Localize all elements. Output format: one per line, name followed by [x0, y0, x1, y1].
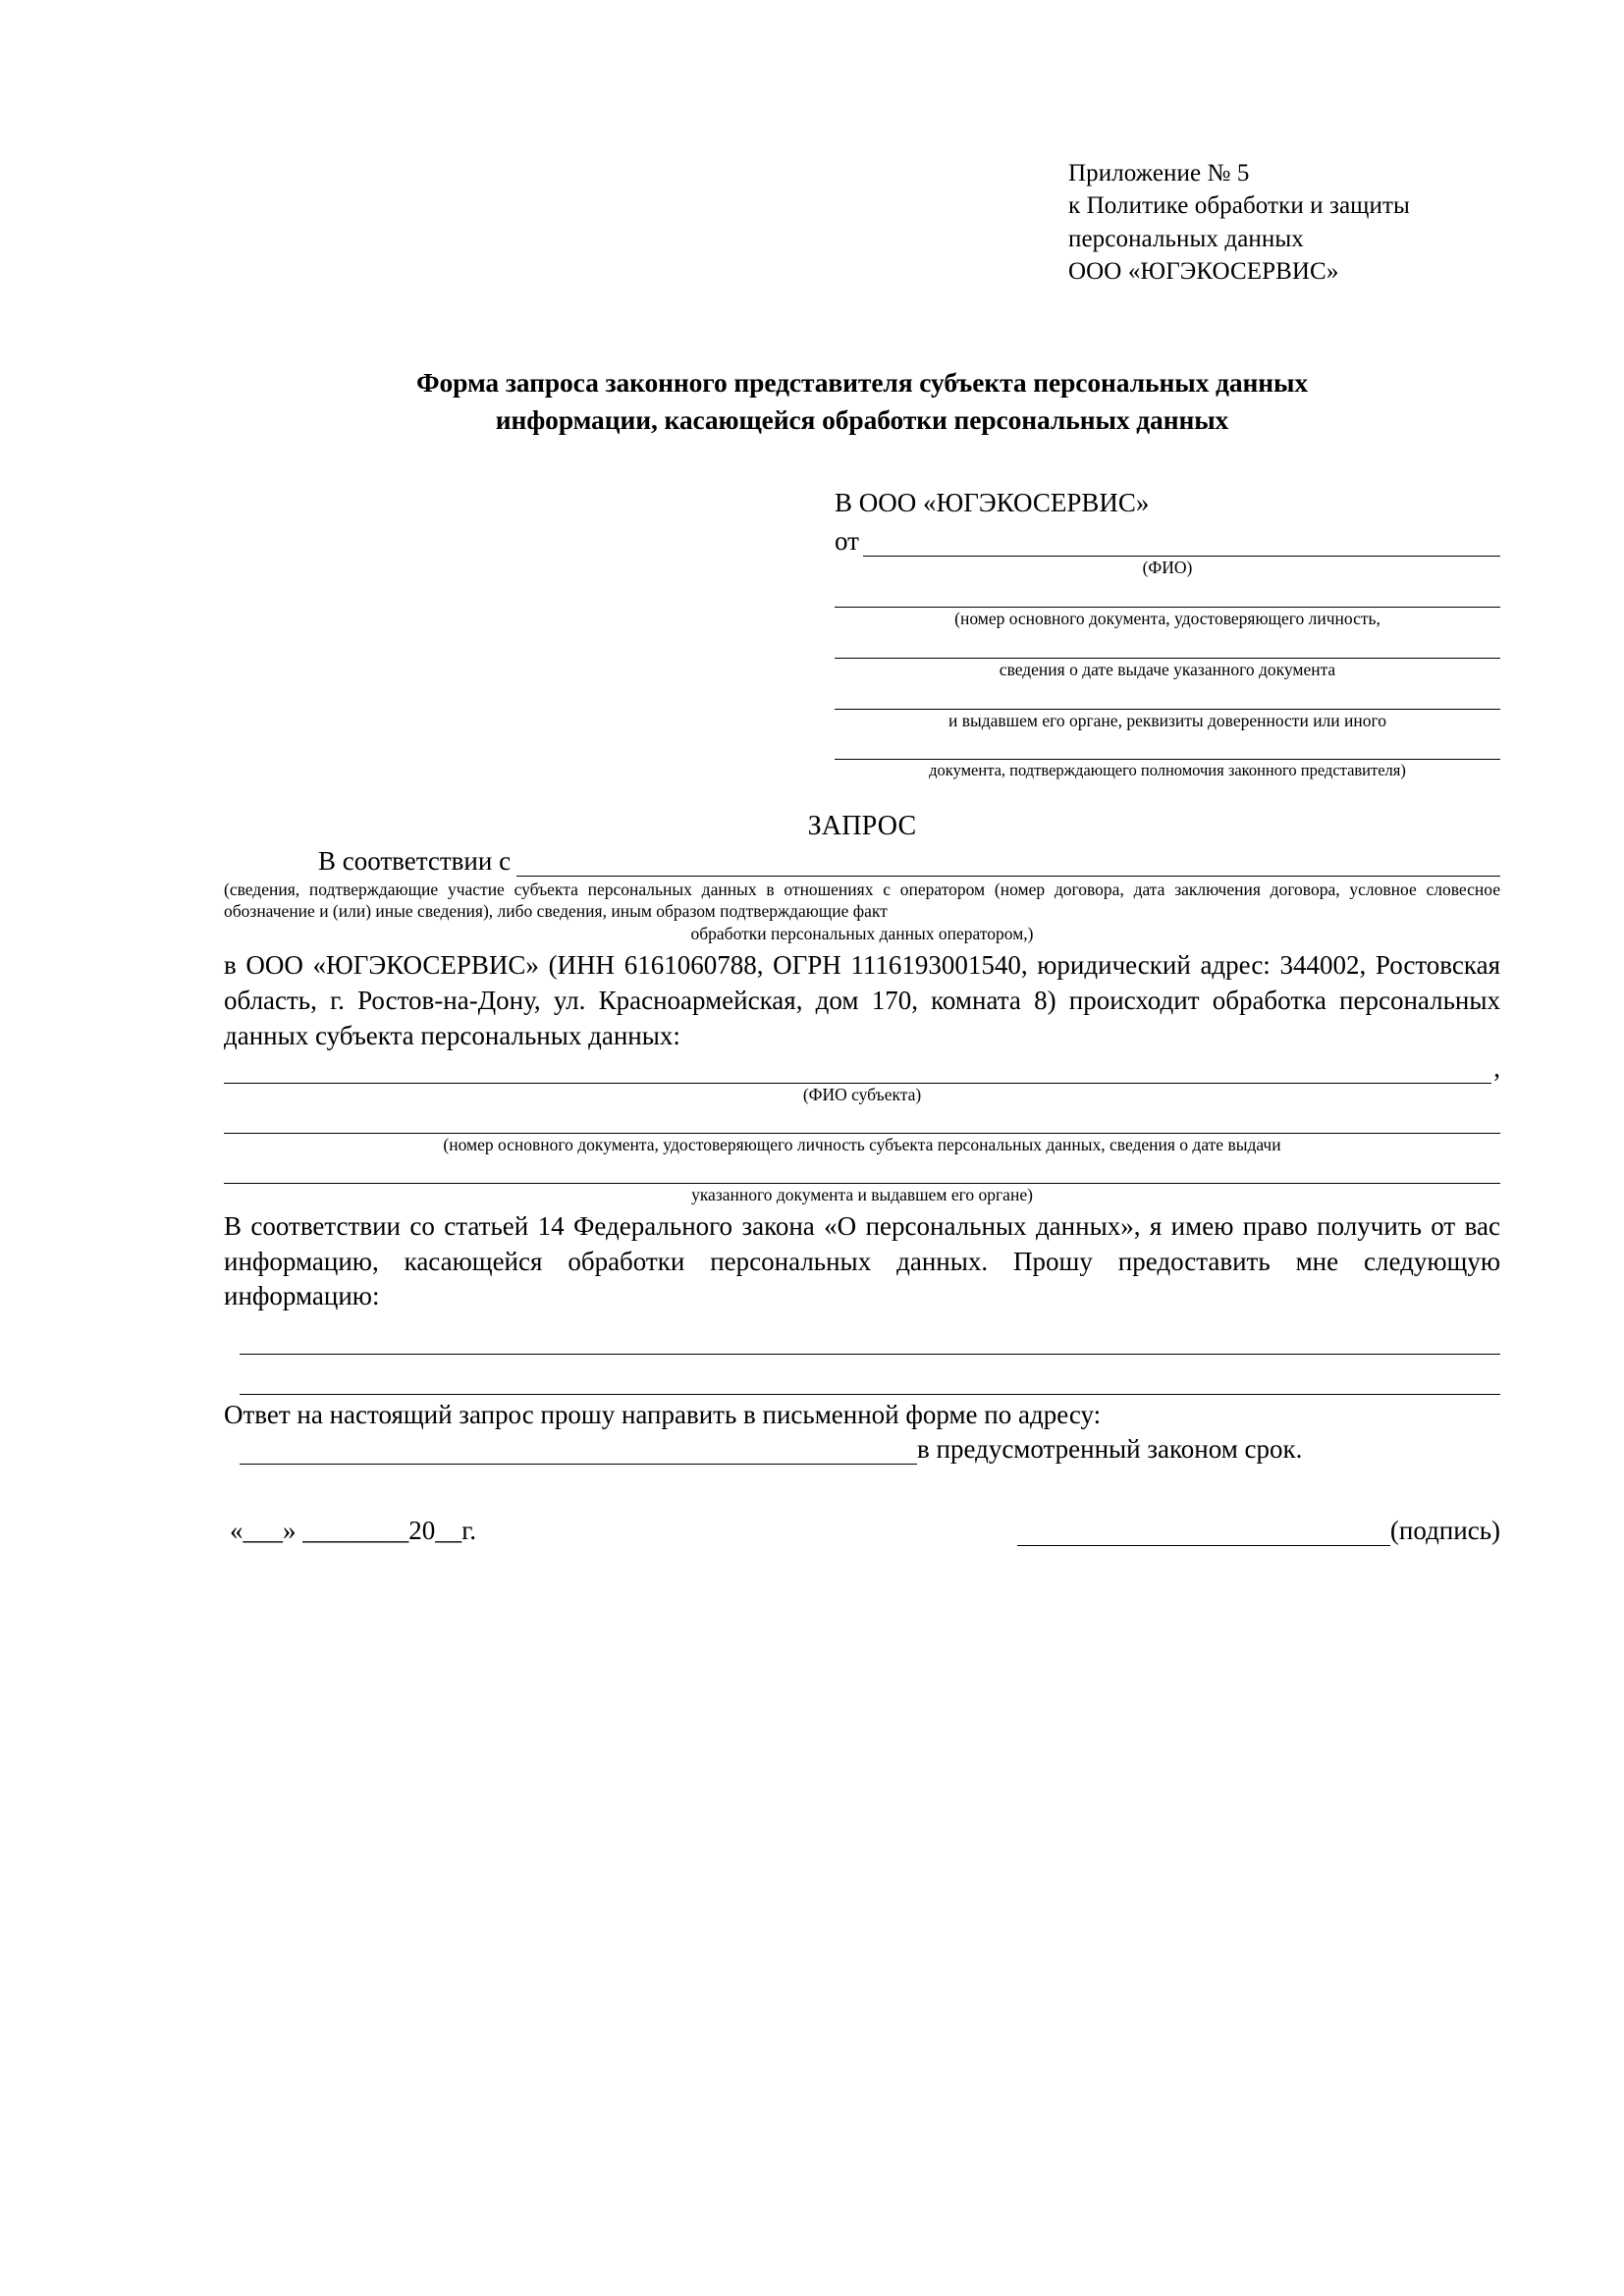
request-heading: ЗАПРОС: [807, 811, 917, 842]
law-paragraph: В соответствии со статьей 14 Федерального закона «О персональных данных», я имею право получить от вас информацию, касающейся обработки персональных данных. Прошу предоставить мне следующую информацию:: [224, 1211, 1500, 1311]
fineprint-note: [224, 879, 1500, 944]
from-label: от: [835, 525, 859, 556]
caption-doc-authority: документа, подтверждающего полномочия законного представителя): [929, 761, 1406, 780]
operator-paragraph: в ООО «ЮГЭКОСЕРВИС» (ИНН 6161060788, ОГРН 1116193001540, юридический адрес: 344002, Ростовская область, г. Ростов-на-Дону, ул. Красноармейская, дом 170, комната 8) происходит обработка персональных данных субъекта персональных данных:: [224, 950, 1500, 1050]
caption-subject-doc: (номер основного документа, удостоверяющего личность субъекта персональных данных, сведения о дате выдачи: [443, 1135, 1281, 1155]
caption-subject-organ: указанного документа и выдавшем его органе): [691, 1185, 1033, 1205]
doc-authority-field[interactable]: [835, 731, 1500, 760]
page-title-line-1: Форма запроса законного представителя субъекта персональных данных: [416, 367, 1308, 398]
answer-paragraph: Ответ на настоящий запрос прошу направить в письменной форме по адресу:: [224, 1400, 1102, 1430]
subject-doc-field[interactable]: [224, 1105, 1500, 1134]
accordance-field[interactable]: [516, 850, 1500, 877]
fineprint-text: (сведения, подтверждающие участие субъекта персональных данных в отношениях с оператором (номер договора, дата заключения договора, условное словесное обозначение и (или) иные сведения), либо сведения, иным образом подтверждающие факт: [224, 880, 1500, 922]
doc-date-field[interactable]: [835, 630, 1500, 659]
from-name-field[interactable]: [863, 530, 1500, 557]
caption-fio: (ФИО): [1142, 557, 1193, 577]
appendix-line-4: ООО «ЮГЭКОСЕРВИС»: [1068, 257, 1339, 285]
caption-doc-date: сведения о дате выдаче указанного документа: [999, 659, 1336, 679]
document-content: [224, 157, 1500, 1546]
signature-row: [224, 1516, 1500, 1546]
signature-field[interactable]: [1017, 1520, 1390, 1546]
signature-date[interactable]: «___» ________20__г.: [230, 1516, 477, 1546]
requested-info-line-2[interactable]: [240, 1355, 1500, 1395]
requested-info-line-1[interactable]: [240, 1314, 1500, 1355]
addressee-line: В ООО «ЮГЭКОСЕРВИС»: [835, 487, 1150, 517]
appendix-line-1: Приложение № 5: [1068, 160, 1250, 187]
accordance-label: В соответствии с: [318, 846, 512, 877]
subject-fio-field[interactable]: [224, 1057, 1491, 1084]
answer-address-tail: в предусмотренный законом срок.: [917, 1434, 1303, 1465]
appendix-header: [1068, 157, 1500, 288]
doc-organ-field[interactable]: [835, 681, 1500, 710]
doc-number-field[interactable]: [835, 579, 1500, 608]
accordance-row: [224, 846, 1500, 877]
answer-address-field[interactable]: [240, 1434, 917, 1465]
page-title-line-2: информации, касающейся обработки персональных данных: [495, 403, 1229, 435]
appendix-line-2: к Политике обработки и защиты: [1068, 192, 1410, 220]
subject-fio-comma: ,: [1493, 1053, 1500, 1084]
subject-fio-row: [224, 1053, 1500, 1084]
from-row: [835, 526, 1500, 557]
answer-address-row: [224, 1434, 1500, 1465]
subject-organ-field[interactable]: [224, 1155, 1500, 1184]
caption-doc-number: (номер основного документа, удостоверяющего личность,: [954, 608, 1380, 628]
caption-doc-organ: и выдавшем его органе, реквизиты доверенности или иного: [947, 710, 1387, 730]
fineprint-center-text: обработки персональных данных оператором,): [690, 923, 1034, 943]
signature-label: (подпись): [1389, 1516, 1500, 1546]
appendix-line-3: персональных данных: [1068, 225, 1304, 252]
page-title: [224, 364, 1500, 439]
caption-subject-fio: (ФИО субъекта): [802, 1085, 922, 1105]
